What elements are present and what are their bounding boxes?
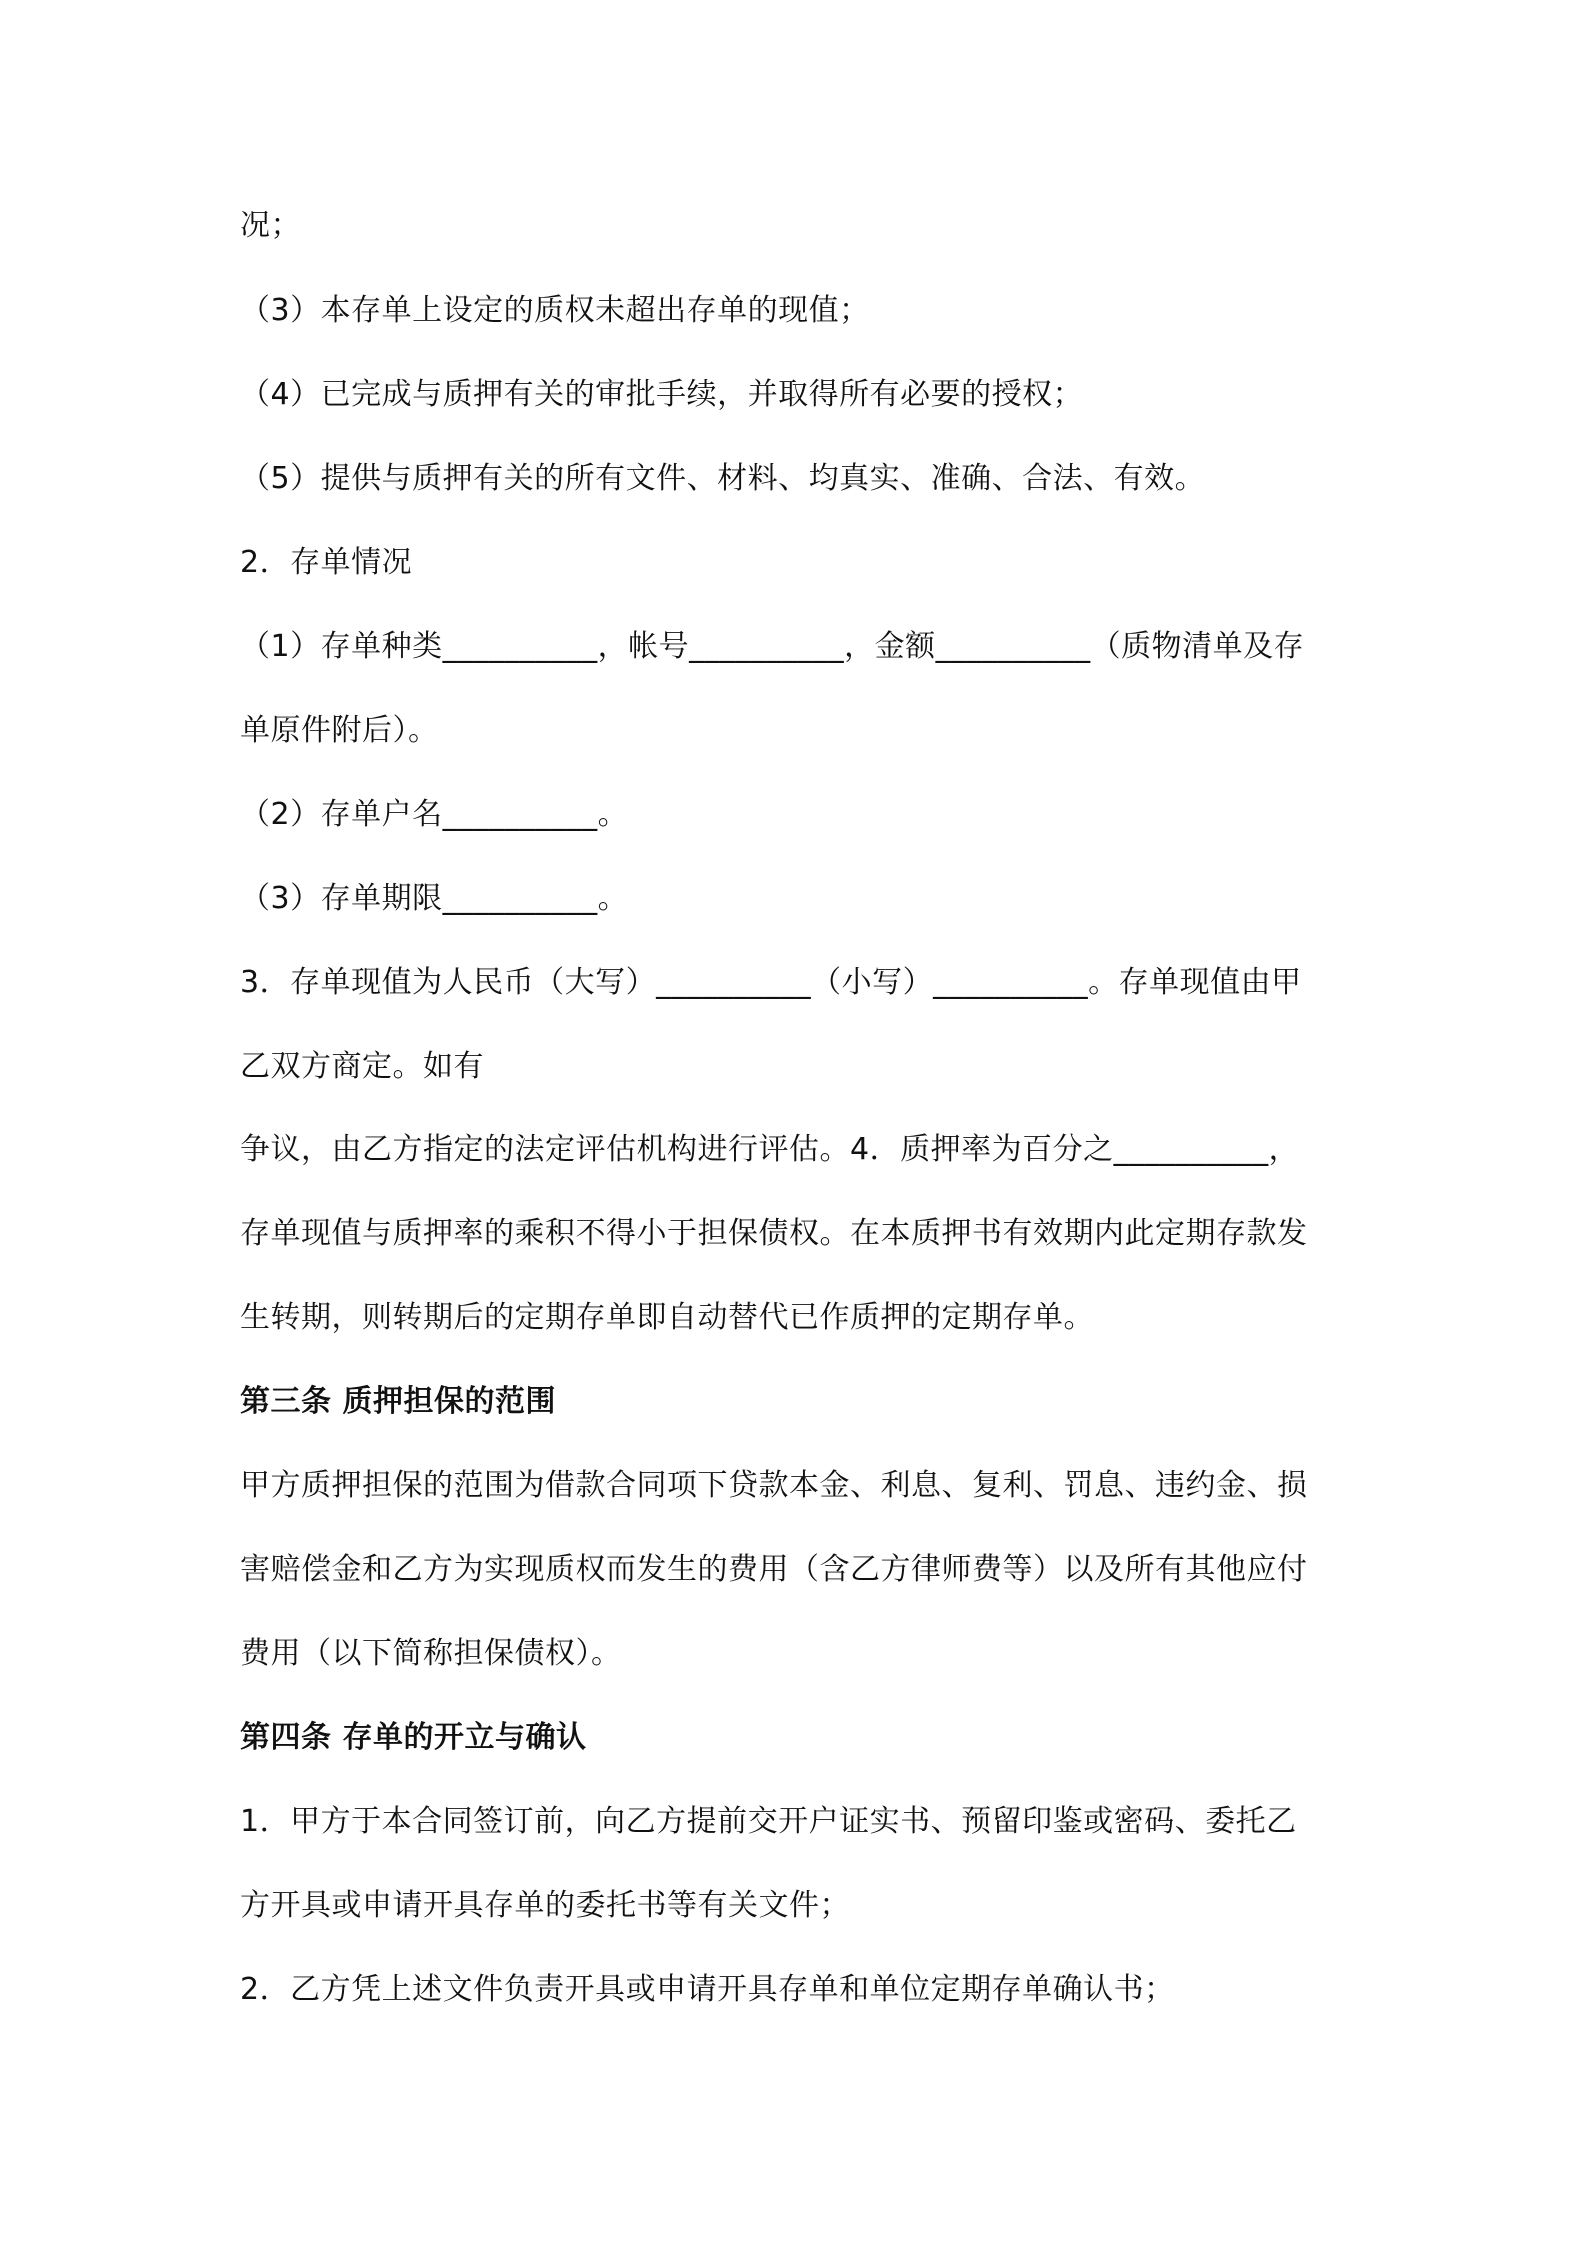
text-line: 费用（以下简称担保债权）。 [240,1636,622,1671]
text-line: 2．乙方凭上述文件负责开具或申请开具存单和单位定期存单确认书； [240,1972,1175,2007]
text-line: 乙双方商定。如有 [240,1049,484,1084]
text-line: （5）提供与质押有关的所有文件、材料、均真实、准确、合法、有效。 [240,461,1206,496]
text-line: 1．甲方于本合同签订前，向乙方提前交开户证实书、预留印鉴或密码、委托乙 [240,1804,1297,1839]
text-line: 况； [240,208,301,243]
text-line: （3）存单期限__________。 [240,881,629,916]
article-heading: 第四条 存单的开立与确认 [240,1720,587,1755]
text-line: 争议，由乙方指定的法定评估机构进行评估。4．质押率为百分之__________， [240,1132,1300,1167]
text-line: 生转期，则转期后的定期存单即自动替代已作质押的定期存单。 [240,1300,1094,1335]
text-line: （2）存单户名__________。 [240,797,629,832]
text-line: 存单现值与质押率的乘积不得小于担保债权。在本质押书有效期内此定期存款发 [240,1216,1308,1251]
text-line: 害赔偿金和乙方为实现质权而发生的费用（含乙方律师费等）以及所有其他应付 [240,1552,1308,1587]
text-line: （3）本存单上设定的质权未超出存单的现值； [240,293,870,328]
section-subheading: 2．存单情况 [240,545,413,580]
text-line: （1）存单种类__________，帐号__________，金额__________（质物清单及存 [240,629,1305,664]
text-line: 3．存单现值为人民币（大写）__________（小写）__________。存单现值由甲 [240,965,1302,1000]
article-heading: 第三条 质押担保的范围 [240,1384,556,1419]
text-line: 甲方质押担保的范围为借款合同项下贷款本金、利息、复利、罚息、违约金、损 [240,1468,1308,1503]
text-line: 方开具或申请开具存单的委托书等有关文件； [240,1888,850,1923]
text-line: （4）已完成与质押有关的审批手续，并取得所有必要的授权； [240,377,1084,412]
text-line: 单原件附后）。 [240,713,439,748]
